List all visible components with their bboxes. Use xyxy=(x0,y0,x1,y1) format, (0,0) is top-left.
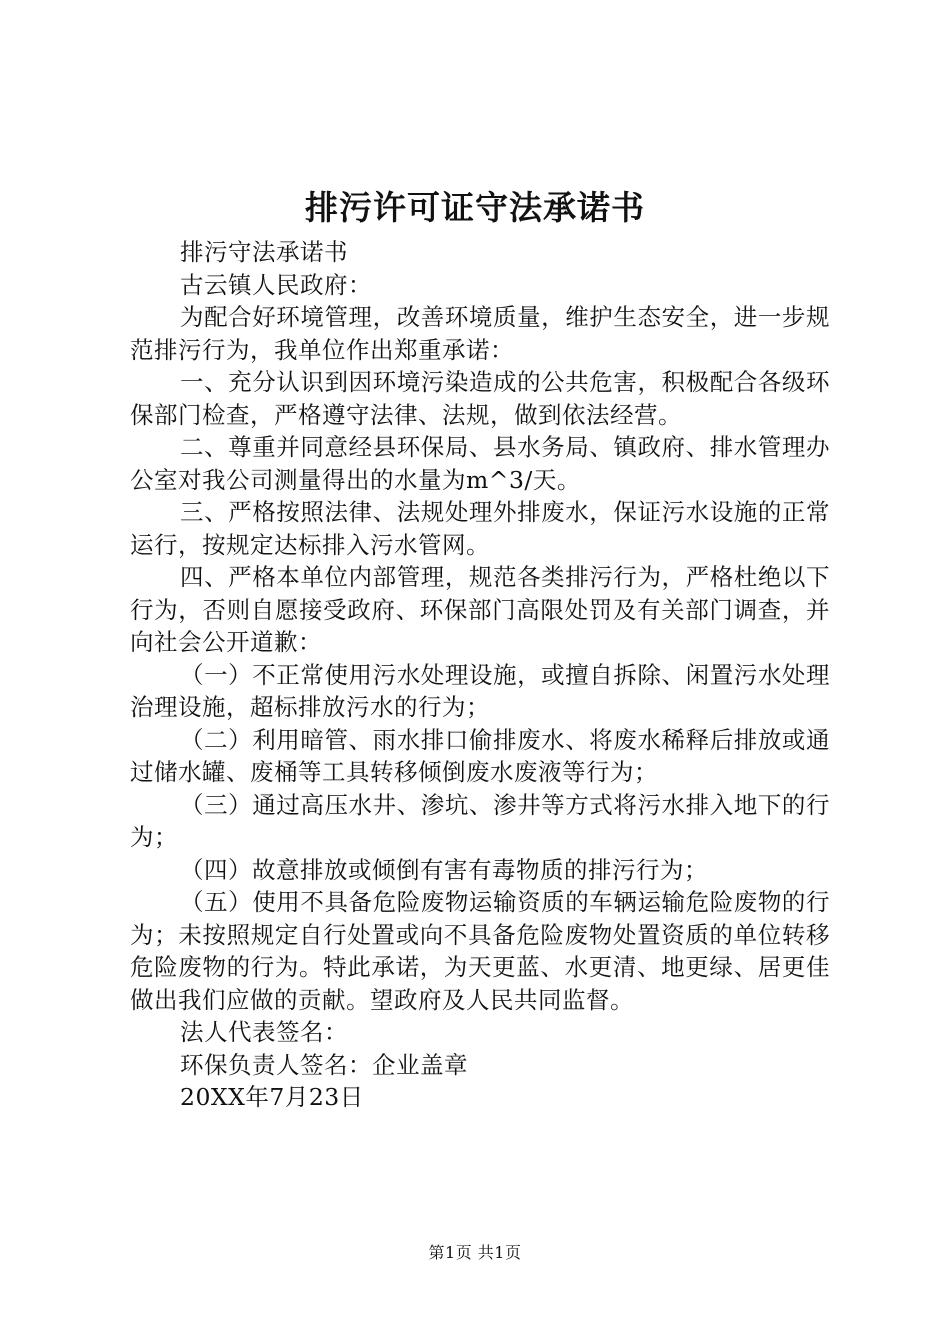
paragraph: 四、严格本单位内部管理，规范各类排污行为，严格杜绝以下行为，否则自愿接受政府、环保部门高限处罚及有关部门调查，并向社会公开道歉： xyxy=(130,563,830,656)
paragraph: （一）不正常使用污水处理设施，或擅自拆除、闲置污水处理治理设施，超标排放污水的行为； xyxy=(130,660,830,721)
paragraph: 排污守法承诺书 xyxy=(180,238,348,266)
page-footer: 第1页 共1页 xyxy=(428,1243,522,1262)
paragraph: 为配合好环境管理，改善环境质量，维护生态安全，进一步规范排污行为，我单位作出郑重承诺： xyxy=(130,303,830,364)
paragraph: 古云镇人民政府： xyxy=(180,270,372,299)
signature-line-legal-rep: 法人代表签名： xyxy=(180,1018,348,1046)
paragraph: 三、严格按照法律、法规处理外排废水，保证污水设施的正常运行，按规定达标排入污水管网。 xyxy=(130,498,830,559)
paragraph: 一、充分认识到因环境污染造成的公共危害，积极配合各级环保部门检查，严格遵守法律、法规，做到依法经营。 xyxy=(130,368,830,429)
paragraph: 二、尊重并同意经县环保局、县水务局、镇政府、排水管理办公室对我公司测量得出的水量为m^3/天。 xyxy=(130,433,830,494)
paragraph: （三）通过高压水井、渗坑、渗井等方式将污水排入地下的行为； xyxy=(130,790,830,851)
document-title: 排污许可证守法承诺书 xyxy=(305,188,645,227)
document-body xyxy=(130,236,830,1114)
paragraph: （五）使用不具备危险废物运输资质的车辆运输危险废物的行为；未按照规定自行处置或向不具备危险废物处置资质的单位转移危险废物的行为。特此承诺，为天更蓝、水更清、地更绿、居更佳做出我们应做的贡献。望政府及人民共同监督。 xyxy=(130,888,830,1014)
paragraph: （四）故意排放或倾倒有害有毒物质的排污行为； xyxy=(180,855,708,884)
document-date: 20XX年7月23日 xyxy=(180,1083,364,1111)
signature-line-env-officer: 环保负责人签名：企业盖章 xyxy=(180,1050,468,1079)
paragraph: （二）利用暗管、雨水排口偷排废水、将废水稀释后排放或通过储水罐、废桶等工具转移倾倒废水废液等行为； xyxy=(130,725,830,786)
